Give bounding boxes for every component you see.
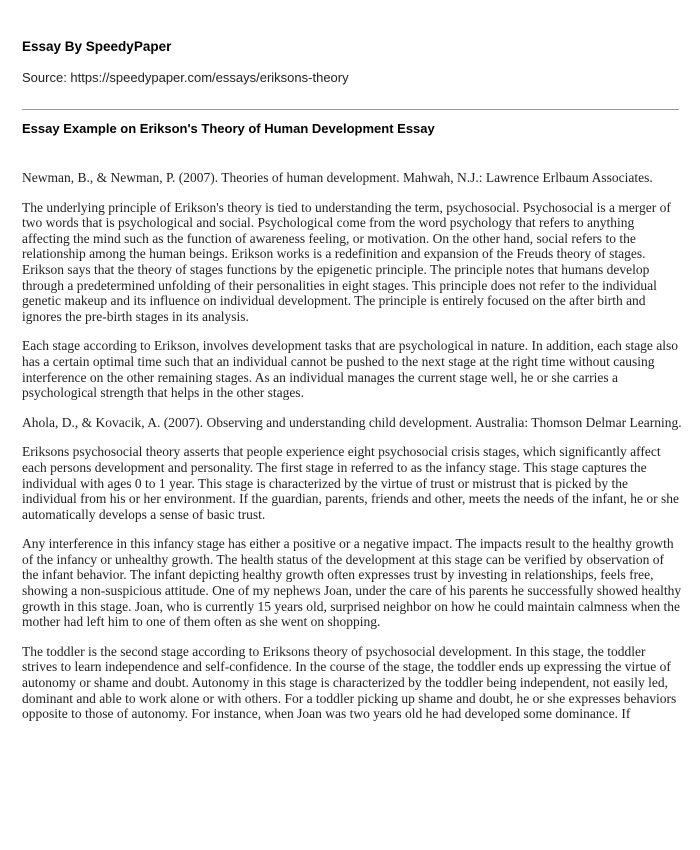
document-header xyxy=(22,38,662,87)
essay-title: Essay Example on Erikson's Theory of Human Development Essay xyxy=(22,121,435,136)
header-divider xyxy=(22,109,679,110)
paragraph-reference-2: Ahola, D., & Kovacik, A. (2007). Observing and understanding child development. Australia: Thomson Delmar Learning. xyxy=(22,414,682,430)
paragraph-3: Eriksons psychosocial theory asserts that people experience eight psychosocial crisis stages, which significantly affect each persons development and personality. The first stage in referred to as the infancy stage. This stage captures the individual with ages 0 to 1 year. This stage is characterized by the virtue of trust or mistrust that is picked by the individual from his or her environment. If the guardian, parents, friends and other, meets the needs of the infant, he or she automatically develops a sense of basic trust. xyxy=(22,444,680,522)
paragraph-4: Any interference in this infancy stage has either a positive or a negative impact. The impacts result to the healthy growth of the infancy or unhealthy growth. The health status of the development at this stage can be verified by observation of the infant behavior. The infant depicting healthy growth often expresses trust by investing in relationships, feels free, showing a non-suspicious attitude. One of my nephews Joan, under the care of his parents he successfully showed healthy growth in this stage. Joan, who is currently 15 years old, surprised neighbor on how he could maintain calmness when the mother had left him to one of them often as she went on shopping. xyxy=(22,536,682,630)
paragraph-1: The underlying principle of Erikson's theory is tied to understanding the term, psychosocial. Psychosocial is a merger of two words that is psychological and social. Psychological come from the word psychology that refers to anything affecting the mind such as the function of awareness feeling, or motivation. On the other hand, social refers to the relationship among the human beings. Erikson works is a redefinition and expansion of the Freuds theory of stages. Erikson says that the theory of stages functions by the epigenetic principle. The principle notes that humans develop through a predetermined unfolding of their personalities in eight stages. This principle does not refer to the individual genetic makeup and its influence on individual development. The principle is entirely focused on the after birth and ignores the pre-birth stages in its analysis. xyxy=(22,199,671,324)
source-line: Source: https://speedypaper.com/essays/eriksons-theory xyxy=(22,70,349,85)
brand-line: Essay By SpeedyPaper xyxy=(22,39,172,54)
paragraph-5: The toddler is the second stage according to Eriksons theory of psychosocial development. In this stage, the toddler strives to learn independence and self-confidence. In the course of the stage, the toddler ends up expressing the virtue of autonomy or shame and doubt. Autonomy in this stage is characterized by the toddler being independent, not easily led, dominant and able to work alone or with others. For a toddler picking up shame and doubt, he or she expresses behaviors opposite to those of autonomy. For instance, when Joan was two years old he had developed some dominance. If xyxy=(22,643,677,722)
paragraph-2: Each stage according to Erikson, involves development tasks that are psychological in nature. In addition, each stage also has a certain optimal time such that an individual cannot be pushed to the next stage at the right time without causing interference on the other remaining stages. As an individual manages the current stage well, he or she carries a psychological strength that helps in the other stages. xyxy=(22,338,679,401)
essay-body xyxy=(22,170,682,736)
paragraph-reference-1: Newman, B., & Newman, P. (2007). Theories of human development. Mahwah, N.J.: Lawrence Erlbaum Associates. xyxy=(22,170,653,185)
